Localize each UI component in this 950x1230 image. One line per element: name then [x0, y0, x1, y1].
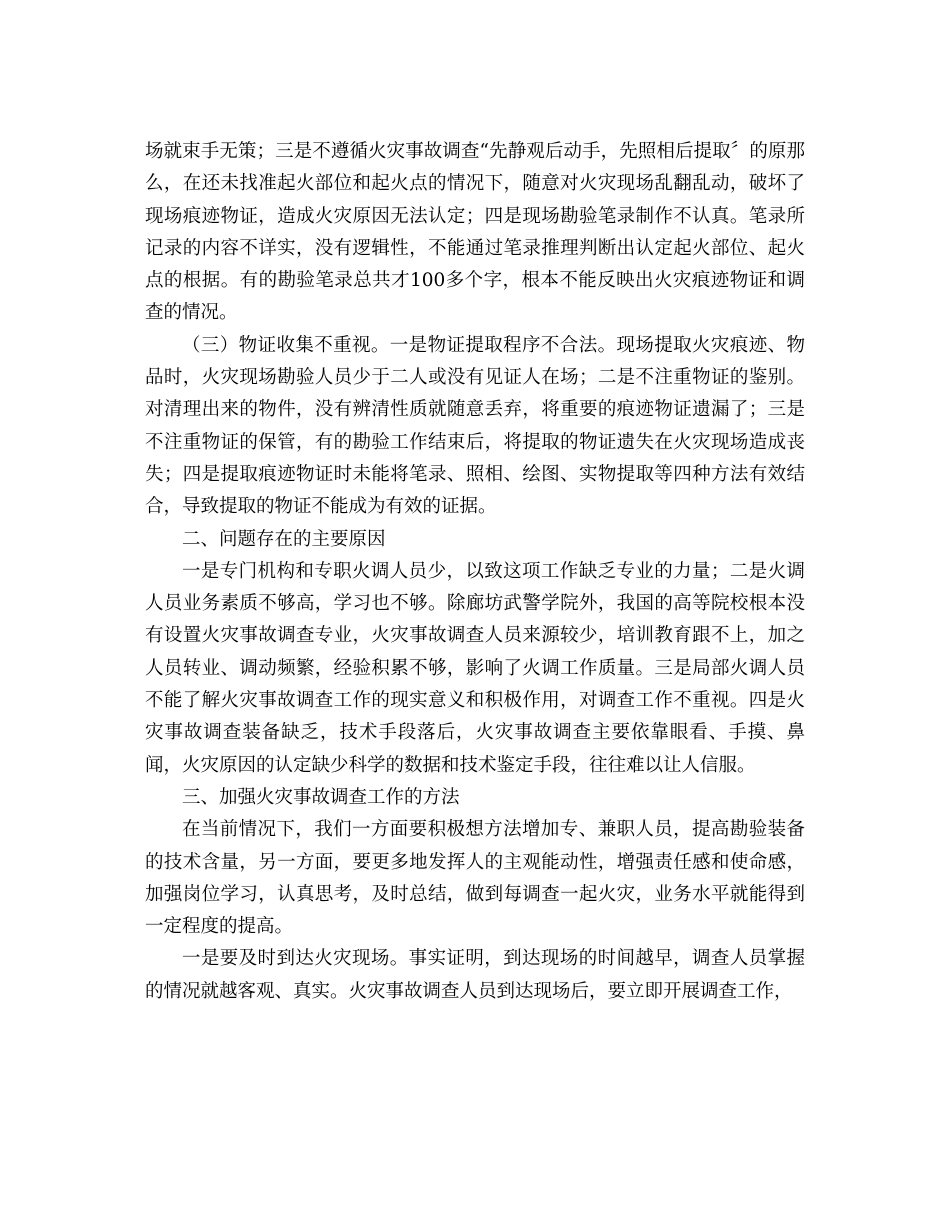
paragraph-continuation: 场就束手无策；三是不遵循火灾事故调查“先静观后动手，先照相后提取〞的原那么，在还未找准起火部位和起火点的情况下，随意对火灾现场乱翻乱动，破坏了现场痕迹物证，造成火灾原因无法认定；四是现场勘验笔录制作不认真。笔录所记录的内容不详实，没有逻辑性，不能通过笔录推理判断出认定起火部位、起火点的根据。有的勘验笔录总共才100多个字，根本不能反映出火灾痕迹物证和调查的情况。 — [145, 141, 805, 324]
paragraph-evidence-collection: （三）物证收集不重视。一是物证提取程序不合法。现场提取火灾痕迹、物品时，火灾现场勘验人员少于二人或没有见证人在场；二是不注重物证的鉴别。对清理出来的物件，没有辨清性质就随意丢弃，将重要的痕迹物证遗漏了；三是不注重物证的保管，有的勘验工作结束后，将提取的物证遗失在火灾现场造成丧失；四是提取痕迹物证时未能将笔录、照相、绘图、实物提取等四种方法有效结合，导致提取的物证不能成为有效的证据。 — [145, 334, 805, 518]
document-page — [145, 136, 805, 1008]
paragraph-main-causes: 一是专门机构和专职火调人员少，以致这项工作缺乏专业的力量；二是火调人员业务素质不够高，学习也不够。除廊坊武警学院外，我国的高等院校根本没有设置火灾事故调查专业，火灾事故调查人员来源较少，培训教育跟不上，加之人员转业、调动频繁，经验积累不够，影响了火调工作质量。三是局部火调人员不能了解火灾事故调查工作的现实意义和积极作用，对调查工作不重视。四是火灾事故调查装备缺乏，技术手段落后，火灾事故调查主要依靠眼看、手摸、鼻闻，火灾原因的认定缺少科学的数据和技术鉴定手段，往往难以让人信服。 — [145, 560, 805, 776]
paragraph-methods-intro: 在当前情况下，我们一方面要积极想方法增加专、兼职人员，提高勘验装备的技术含量，另一方面，要更多地发挥人的主观能动性，增强责任感和使命感，加强岗位学习，认真思考，及时总结，做到每调查一起火灾，业务水平就能得到一定程度的提高。 — [145, 819, 805, 938]
paragraph-arrive-promptly: 一是要及时到达火灾现场。事实证明，到达现场的时间越早，调查人员掌握的情况就越客观、真实。火灾事故调查人员到达现场后，要立即开展调查工作， — [145, 948, 805, 1002]
section-heading-methods: 三、加强火灾事故调查工作的方法 — [182, 786, 460, 808]
section-heading-main-causes: 二、问题存在的主要原因 — [182, 528, 386, 550]
